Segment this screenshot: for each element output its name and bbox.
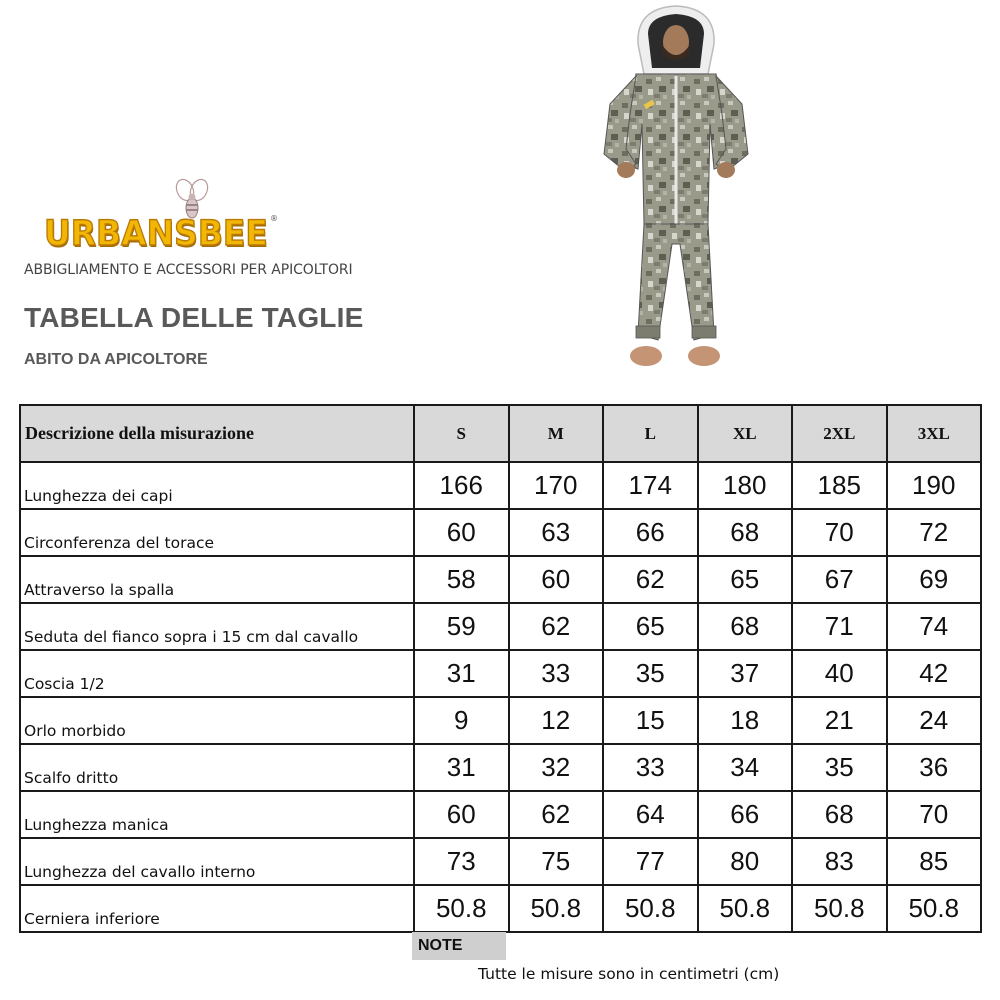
page-title: TABELLA DELLE TAGLIE xyxy=(24,302,364,333)
measurement-label: Seduta del fianco sopra i 15 cm dal cavallo xyxy=(20,603,414,650)
measurement-label: Lunghezza manica xyxy=(20,791,414,838)
measurement-value: 68 xyxy=(792,791,887,838)
beekeeper-suit-photo xyxy=(596,4,756,374)
measurement-value: 62 xyxy=(509,603,604,650)
brand-name: URBANSBEE xyxy=(44,214,268,254)
measurement-value: 66 xyxy=(698,791,793,838)
column-header-size: 2XL xyxy=(792,405,887,462)
column-header-size: S xyxy=(414,405,509,462)
measurement-value: 174 xyxy=(603,462,698,509)
table-row xyxy=(20,791,981,838)
measurement-value: 24 xyxy=(887,697,982,744)
measurement-value: 72 xyxy=(887,509,982,556)
measurement-label: Lunghezza del cavallo interno xyxy=(20,838,414,885)
table-header-row xyxy=(20,405,981,462)
measurement-value: 75 xyxy=(509,838,604,885)
measurement-value: 40 xyxy=(792,650,887,697)
measurement-value: 59 xyxy=(414,603,509,650)
measurement-value: 70 xyxy=(887,791,982,838)
measurement-label: Scalfo dritto xyxy=(20,744,414,791)
measurement-label: Attraverso la spalla xyxy=(20,556,414,603)
measurement-value: 21 xyxy=(792,697,887,744)
measurement-value: 69 xyxy=(887,556,982,603)
measurement-value: 170 xyxy=(509,462,604,509)
measurement-value: 166 xyxy=(414,462,509,509)
measurement-value: 190 xyxy=(887,462,982,509)
measurement-value: 68 xyxy=(698,603,793,650)
column-header-size: XL xyxy=(698,405,793,462)
measurement-value: 68 xyxy=(698,509,793,556)
measurement-value: 83 xyxy=(792,838,887,885)
table-row xyxy=(20,885,981,932)
measurement-value: 85 xyxy=(887,838,982,885)
measurement-value: 80 xyxy=(698,838,793,885)
measurement-value: 67 xyxy=(792,556,887,603)
column-header-size: M xyxy=(509,405,604,462)
measurement-value: 62 xyxy=(509,791,604,838)
brand-logo xyxy=(44,178,284,258)
size-chart-table xyxy=(19,404,982,933)
measurement-value: 50.8 xyxy=(509,885,604,932)
measurement-value: 35 xyxy=(603,650,698,697)
measurement-label: Lunghezza dei capi xyxy=(20,462,414,509)
measurement-value: 15 xyxy=(603,697,698,744)
measurement-value: 35 xyxy=(792,744,887,791)
measurement-value: 180 xyxy=(698,462,793,509)
measurement-value: 60 xyxy=(414,509,509,556)
measurement-label: Cerniera inferiore xyxy=(20,885,414,932)
measurement-value: 36 xyxy=(887,744,982,791)
measurement-value: 33 xyxy=(509,650,604,697)
measurement-value: 50.8 xyxy=(792,885,887,932)
measurement-value: 50.8 xyxy=(414,885,509,932)
measurement-value: 34 xyxy=(698,744,793,791)
table-row xyxy=(20,462,981,509)
measurement-value: 64 xyxy=(603,791,698,838)
measurement-value: 50.8 xyxy=(603,885,698,932)
measurement-value: 62 xyxy=(603,556,698,603)
measurement-value: 33 xyxy=(603,744,698,791)
column-header-size: L xyxy=(603,405,698,462)
measurement-value: 60 xyxy=(414,791,509,838)
table-row xyxy=(20,556,981,603)
measurement-value: 9 xyxy=(414,697,509,744)
column-header-description: Descrizione della misurazione xyxy=(20,405,414,462)
table-row xyxy=(20,697,981,744)
table-row xyxy=(20,650,981,697)
column-header-size: 3XL xyxy=(887,405,982,462)
registered-mark: ® xyxy=(270,214,278,223)
measurement-value: 65 xyxy=(698,556,793,603)
note-label: NOTE xyxy=(412,932,506,960)
measurement-value: 18 xyxy=(698,697,793,744)
measurement-value: 77 xyxy=(603,838,698,885)
table-row xyxy=(20,603,981,650)
table-row xyxy=(20,509,981,556)
measurement-label: Orlo morbido xyxy=(20,697,414,744)
page-subtitle: ABITO DA APICOLTORE xyxy=(24,351,208,368)
measurement-value: 42 xyxy=(887,650,982,697)
brand-tagline: ABBIGLIAMENTO E ACCESSORI PER APICOLTORI xyxy=(24,262,353,278)
measurement-value: 32 xyxy=(509,744,604,791)
measurement-value: 63 xyxy=(509,509,604,556)
measurement-value: 58 xyxy=(414,556,509,603)
measurement-value: 66 xyxy=(603,509,698,556)
measurement-value: 12 xyxy=(509,697,604,744)
measurement-value: 50.8 xyxy=(698,885,793,932)
measurement-value: 60 xyxy=(509,556,604,603)
measurement-label: Coscia 1/2 xyxy=(20,650,414,697)
measurement-value: 74 xyxy=(887,603,982,650)
note-text: Tutte le misure sono in centimetri (cm) xyxy=(478,965,780,983)
measurement-value: 71 xyxy=(792,603,887,650)
measurement-value: 31 xyxy=(414,650,509,697)
measurement-label: Circonferenza del torace xyxy=(20,509,414,556)
measurement-value: 185 xyxy=(792,462,887,509)
measurement-value: 70 xyxy=(792,509,887,556)
measurement-value: 73 xyxy=(414,838,509,885)
measurement-value: 31 xyxy=(414,744,509,791)
measurement-value: 37 xyxy=(698,650,793,697)
table-row xyxy=(20,744,981,791)
measurement-value: 50.8 xyxy=(887,885,982,932)
table-row xyxy=(20,838,981,885)
measurement-value: 65 xyxy=(603,603,698,650)
